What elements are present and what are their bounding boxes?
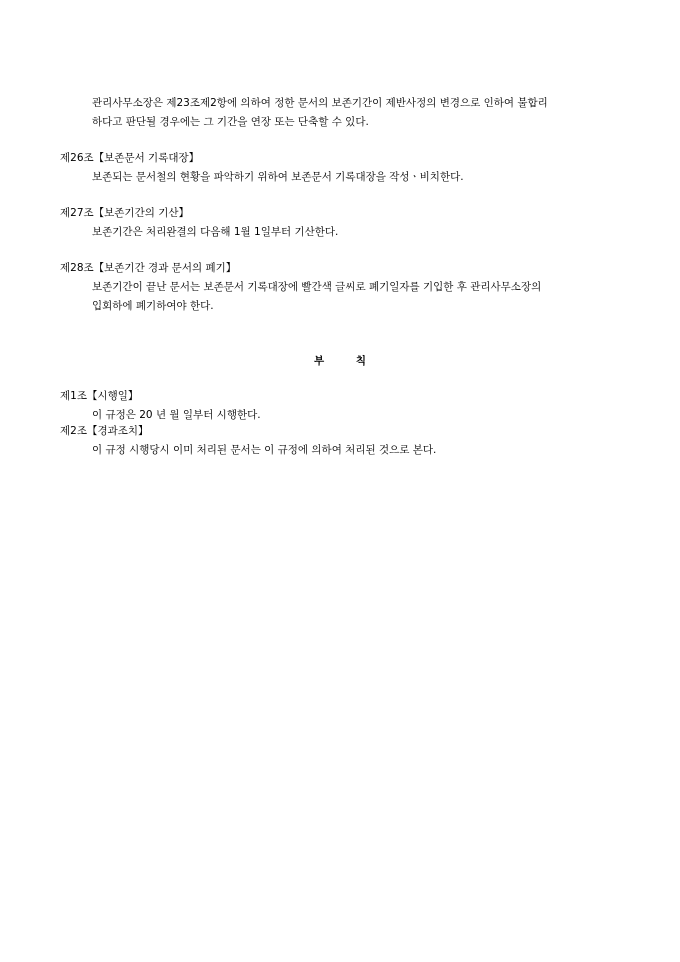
appendix-article-2-text: 이 규정 시행당시 이미 처리된 문서는 이 규정에 의하여 처리된 것으로 본다. bbox=[92, 444, 437, 456]
appendix-article-1-text: 이 규정은 20 년 월 일부터 시행한다. bbox=[92, 409, 261, 421]
appendix-title: 부 칙 bbox=[314, 355, 366, 367]
appendix-article-1-heading: 제1조【시행일】 bbox=[60, 390, 139, 402]
article-28-heading: 제28조【보존기간 경과 문서의 폐기】 bbox=[60, 262, 237, 274]
article-26-heading: 제26조【보존문서 기록대장】 bbox=[60, 152, 200, 164]
intro-line-1: 관리사무소장은 제23조제2항에 의하여 정한 문서의 보존기간이 제반사정의 변경으로 인하여 불합리 bbox=[92, 97, 548, 109]
appendix-article-2-heading: 제2조【경과조치】 bbox=[60, 425, 149, 437]
article-28-text-line-2: 입회하에 폐기하여야 한다. bbox=[92, 300, 214, 312]
intro-line-2: 하다고 판단될 경우에는 그 기간을 연장 또는 단축할 수 있다. bbox=[92, 116, 369, 128]
article-28-text-line-1: 보존기간이 끝난 문서는 보존문서 기록대장에 빨간색 글씨로 폐기일자를 기입한 후 관리사무소장의 bbox=[92, 281, 542, 293]
article-26-text: 보존되는 문서철의 현황을 파악하기 위하여 보존문서 기록대장을 작성ㆍ비치한다. bbox=[92, 171, 464, 183]
article-27-text: 보존기간은 처리완결의 다음해 1월 1일부터 기산한다. bbox=[92, 226, 339, 238]
article-27-heading: 제27조【보존기간의 기산】 bbox=[60, 207, 189, 219]
